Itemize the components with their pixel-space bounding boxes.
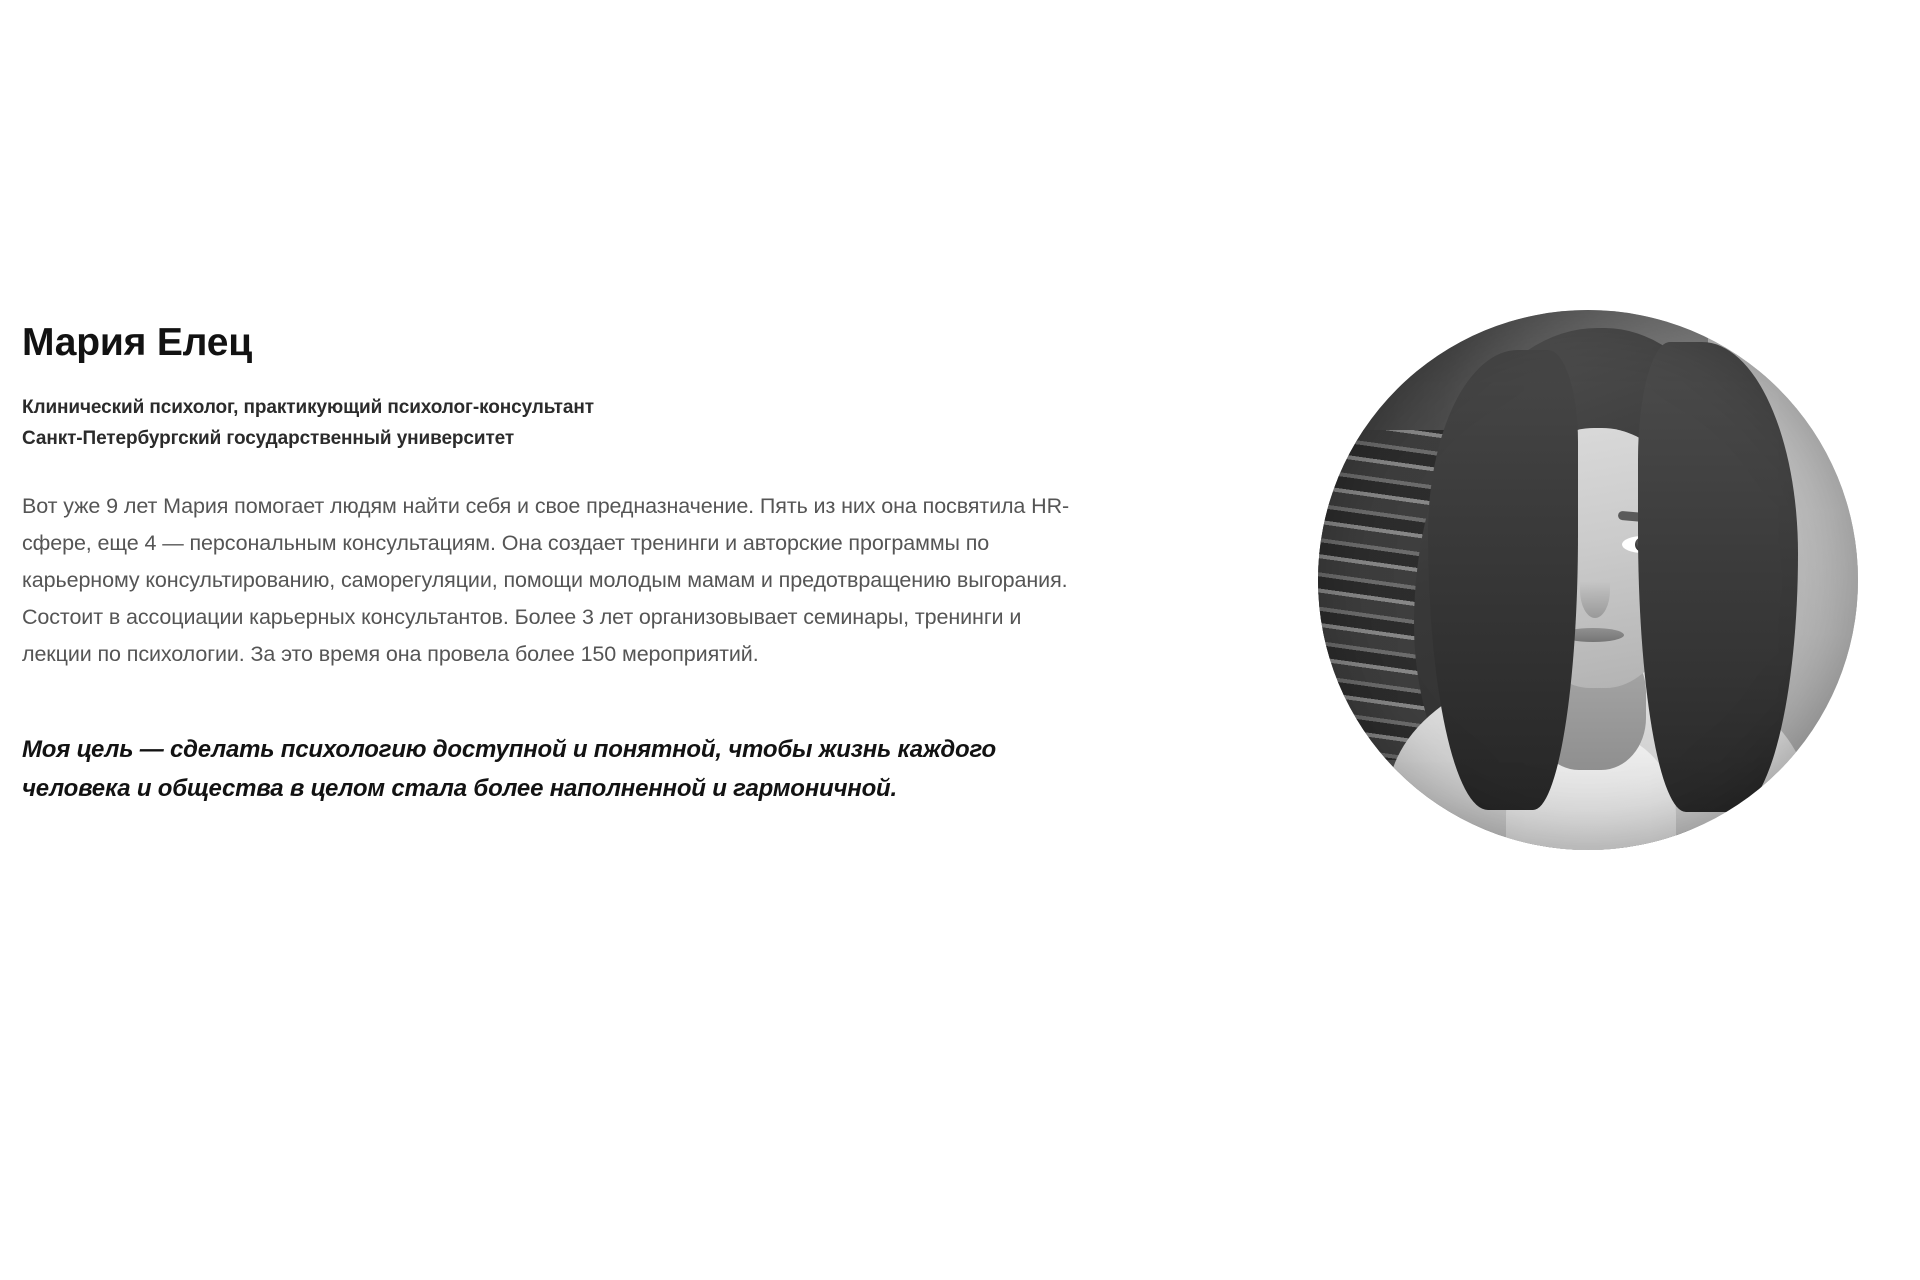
page-title: Мария Елец <box>22 321 252 364</box>
profile-quote: Моя цель — сделать психологию доступной и понятной, чтобы жизнь каждого человека и общества в целом стала более наполненной и гармоничной. <box>22 736 996 803</box>
credentials-block <box>22 393 1092 455</box>
avatar <box>1318 310 1858 850</box>
profile-text-column <box>22 322 1092 809</box>
portrait-vignette <box>1318 310 1858 850</box>
profile-description: Вот уже 9 лет Мария помогает людям найти себя и свое предназначение. Пять из них она посвятила HR-сфере, еще 4 — персональным консультациям. Она создает тренинги и авторские программы по карьерному консультированию, саморегуляции, помощи молодым мамам и предотвращению выгорания. Состоит в ассоциации карьерных консультантов. Более 3 лет организовывает семинары, тренинги и лекции по психологии. За это время она провела более 150 мероприятий. <box>22 494 1070 667</box>
portrait-container <box>1318 310 1858 850</box>
credential-line-university: Санкт-Петербургский государственный университет <box>22 427 515 449</box>
credential-line-role: Клинический психолог, практикующий психолог-консультант <box>22 396 594 418</box>
